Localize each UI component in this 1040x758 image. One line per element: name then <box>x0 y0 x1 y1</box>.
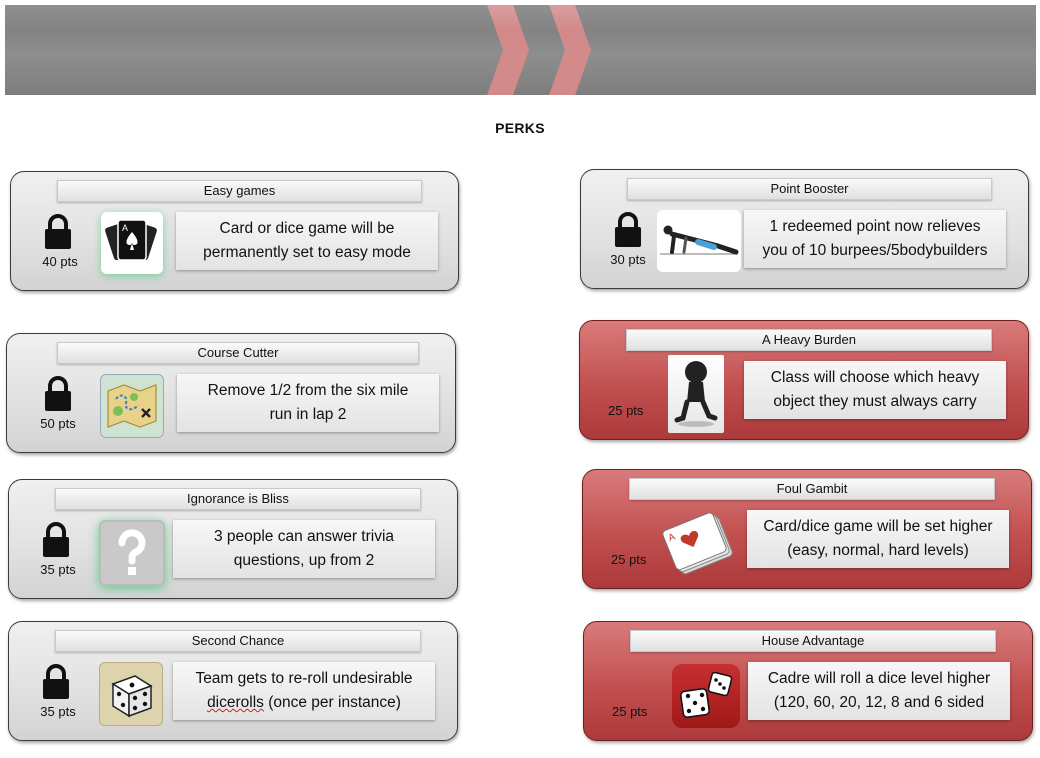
perk-title: Point Booster <box>627 178 992 200</box>
perk-description: Class will choose which heavy object they must always carry <box>744 361 1006 419</box>
perk-points: 25 pts <box>611 552 647 567</box>
perk-description: Remove 1/2 from the six mile run in lap 2 <box>177 374 439 432</box>
perk-card-course-cutter[interactable] <box>6 333 456 453</box>
card-deck-icon <box>655 504 747 580</box>
perk-description: 1 redeemed point now relieves you of 10 burpees/5bodybuilders <box>744 210 1006 268</box>
perk-points: 35 pts <box>40 562 76 577</box>
svg-text:A: A <box>122 223 129 233</box>
perk-card-house-advantage[interactable] <box>583 621 1033 741</box>
perk-title: A Heavy Burden <box>626 329 992 351</box>
lock-icon <box>43 376 73 412</box>
perk-card-a-heavy-burden[interactable] <box>579 320 1029 440</box>
perk-description: Card or dice game will be permanently set to easy mode <box>176 212 438 270</box>
perk-title: Second Chance <box>55 630 421 652</box>
svg-text:A: A <box>666 531 678 545</box>
chevron-right-icon <box>533 5 593 95</box>
perk-points: 50 pts <box>40 416 76 431</box>
lock-icon <box>613 212 643 248</box>
lock-icon <box>41 664 71 700</box>
perk-points: 40 pts <box>42 254 78 269</box>
red-dice-icon <box>672 664 740 728</box>
question-mark-icon <box>99 520 165 586</box>
perk-points: 30 pts <box>610 252 646 267</box>
treasure-map-icon <box>100 374 164 438</box>
perk-title: Ignorance is Bliss <box>55 488 421 510</box>
chevron-right-icon <box>471 5 531 95</box>
perk-description: Cadre will roll a dice level higher (120, 60, 20, 12, 8 and 6 sided <box>748 662 1010 720</box>
playing-cards-icon <box>101 212 163 274</box>
perk-title: Foul Gambit <box>629 478 995 500</box>
perk-title: House Advantage <box>630 630 996 652</box>
perk-card-second-chance[interactable] <box>8 621 458 741</box>
perk-card-foul-gambit[interactable] <box>582 469 1032 589</box>
perk-points: 35 pts <box>40 704 76 719</box>
perk-points: 25 pts <box>608 403 644 418</box>
lock-icon <box>41 522 71 558</box>
perk-points: 25 pts <box>612 704 648 719</box>
perk-card-ignorance-is-bliss[interactable] <box>8 479 458 599</box>
dice-icon <box>99 662 163 726</box>
lock-icon <box>43 214 73 250</box>
perk-title: Easy games <box>57 180 422 202</box>
page-title: PERKS <box>495 120 545 136</box>
perk-card-easy-games[interactable] <box>10 171 459 291</box>
perk-card-point-booster[interactable] <box>580 169 1029 289</box>
perk-description: Team gets to re-roll undesirable dicerolls (once per instance) <box>173 662 435 720</box>
pushup-figure-icon <box>657 210 741 272</box>
carrying-ball-figure-icon <box>668 355 724 433</box>
perk-description: 3 people can answer trivia questions, up from 2 <box>173 520 435 578</box>
header-banner <box>5 5 1036 95</box>
perk-description: Card/dice game will be set higher (easy, normal, hard levels) <box>747 510 1009 568</box>
perk-title: Course Cutter <box>57 342 419 364</box>
